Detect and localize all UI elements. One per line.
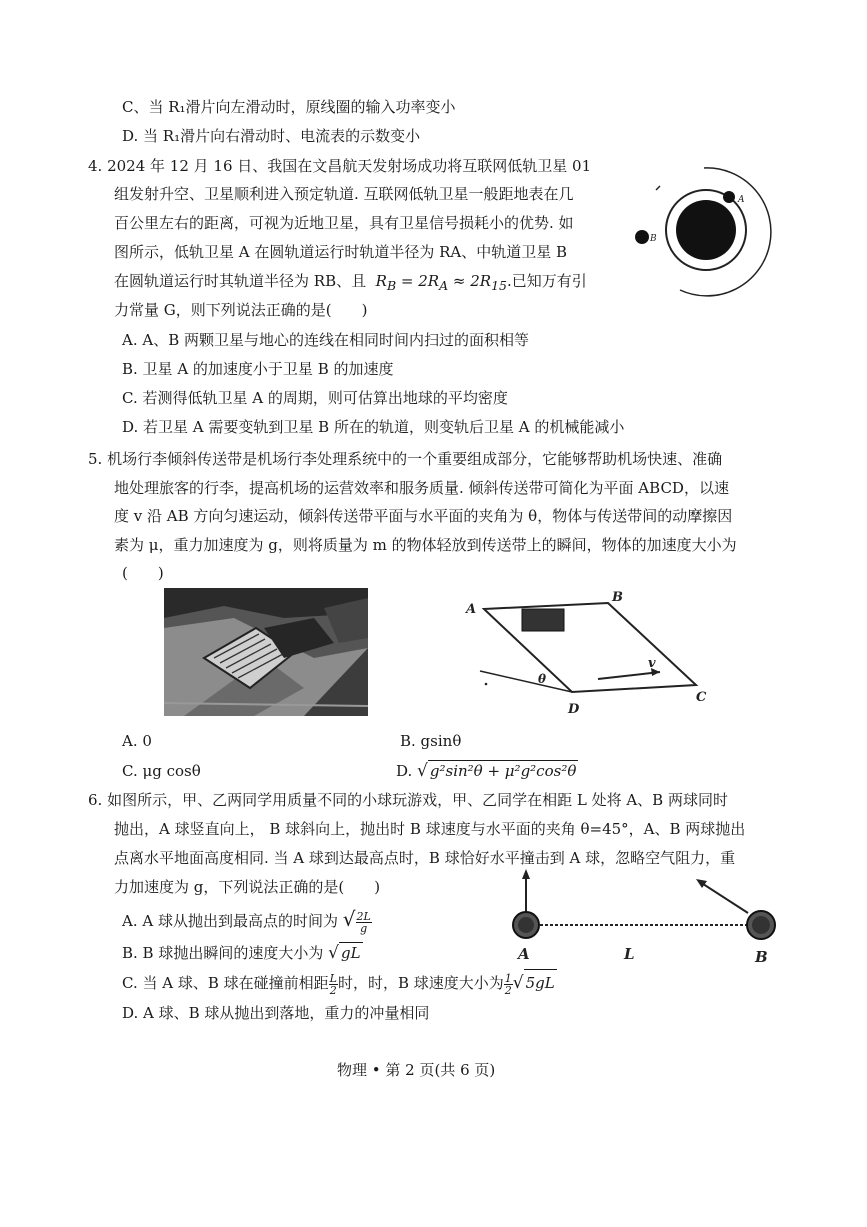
q6-option-a-fraction: $\frac{2L}{g}$ <box>356 909 371 935</box>
ball-b-velocity-arrow <box>700 882 748 913</box>
conveyor-belt-photo <box>164 588 368 716</box>
q4-stem-line-6: 力常量 G，则下列说法正确的是( ) <box>114 301 368 319</box>
earth <box>676 200 736 260</box>
vertex-a-label: A <box>466 602 477 617</box>
q6-option-c: C. 当 A 球、B 球在碰撞前相距 $\frac{L}{2}$ 时，时，B 球速度大小为 $\frac{1}{2}$ √ 5gL <box>122 969 557 996</box>
outer-orbit-tick <box>656 186 660 190</box>
q3-option-c: C、当 R₁滑片向左滑动时，原线圈的输入功率变小 <box>122 98 456 116</box>
q6-option-c-expression: 5gL <box>524 969 557 996</box>
q4-stem-line-5: 在圆轨道运行时其轨道半径为 RB、且 $R_B = 2R_A \approx 2R_{15}$.已知万有引 <box>114 272 587 293</box>
satellite-b-label: B <box>650 234 657 244</box>
q5-option-a: A. 0 <box>122 732 152 750</box>
q5-stem-line-3: 度 v 沿 AB 方向匀速运动，倾斜传送带平面与水平面的夹角为 θ，物体与传送带间的动摩擦因 <box>114 507 733 525</box>
vertex-b-label: B <box>612 590 623 605</box>
ball-throw-figure <box>500 865 790 975</box>
vertex-c-label: C <box>696 690 707 705</box>
ball-b-label: B <box>755 948 768 966</box>
satellite-a-label: A <box>738 195 745 205</box>
q4-option-b: B. 卫星 A 的加速度小于卫星 B 的加速度 <box>122 360 394 378</box>
q3-option-d: D. 当 R₁滑片向右滑动时、电流表的示数变小 <box>122 127 421 145</box>
angle-label: θ <box>538 672 547 686</box>
q5-option-d-expression: g²sin²θ + μ²g²cos²θ <box>429 762 577 780</box>
q6-option-b: B. B 球抛出瞬间的速度大小为 √ gL <box>122 943 361 963</box>
horizontal-line <box>480 671 572 692</box>
q5-stem-line-5: ( ) <box>122 564 164 582</box>
q5-option-d: D. √ g²sin²θ + μ²g²cos²θ <box>396 761 577 781</box>
q5-stem-line-2: 地处理旅客的行李，提高机场的运营效率和服务质量. 倾斜传送带可简化为平面 ABCD，以速 <box>114 479 729 497</box>
object-box <box>522 609 564 631</box>
q6-option-a: A. A 球从抛出到最高点的时间为 √ $\frac{2L}{g}$ <box>122 907 371 935</box>
distance-label: L <box>624 945 635 963</box>
q5-option-b: B. gsinθ <box>400 732 462 750</box>
q4-stem-line-3: 百公里左右的距离，可视为近地卫星，具有卫星信号损耗小的优势. 如 <box>114 214 574 232</box>
q4-stem-line-1: 4. 2024 年 12 月 16 日、我国在文昌航天发射场成功将互联网低轨卫星 01 <box>88 157 592 175</box>
q6-stem-line-1: 6. 如图所示，甲、乙两同学用质量不同的小球玩游戏，甲、乙同学在相距 L 处将 A、B 两球同时 <box>88 791 728 809</box>
q6-stem-line-2: 抛出，A 球竖直向上， B 球斜向上，抛出时 B 球速度与水平面的夹角 θ=45°，A、B 两球抛出 <box>114 820 746 838</box>
q6-option-b-expression: gL <box>340 944 361 962</box>
velocity-label: v <box>648 656 656 671</box>
page-footer: 物理 • 第 2 页(共 6 页) <box>337 1061 496 1079</box>
q5-stem-line-1: 5. 机场行李倾斜传送带是机场行李处理系统中的一个重要组成部分，它能够帮助机场快速、准确 <box>88 450 723 468</box>
q4-option-d: D. 若卫星 A 需要变轨到卫星 B 所在的轨道，则变轨后卫星 A 的机械能减小 <box>122 418 625 436</box>
q4-orbit-figure <box>628 160 778 300</box>
satellite-a <box>723 191 735 203</box>
q4-stem-line-2: 组发射升空、卫星顺利进入预定轨道. 互联网低轨卫星一般距地表在几 <box>114 185 574 203</box>
q6-stem-line-4: 力加速度为 g，下列说法正确的是( ) <box>114 878 381 896</box>
q4-option-a: A. A、B 两颗卫星与地心的连线在相同时间内扫过的面积相等 <box>122 331 529 349</box>
satellite-b <box>635 230 649 244</box>
ball-a-label: A <box>518 945 530 963</box>
velocity-arrow <box>598 672 660 679</box>
q4-option-c: C. 若测得低轨卫星 A 的周期，则可估算出地球的平均密度 <box>122 389 508 407</box>
vertex-d-label: D <box>568 702 580 717</box>
q5-option-c: C. μg cosθ <box>122 762 201 780</box>
q6-option-d: D. A 球、B 球从抛出到落地，重力的冲量相同 <box>122 1004 430 1022</box>
q4-stem-line-4: 图所示，低轨卫星 A 在圆轨道运行时轨道半径为 RA、中轨道卫星 B <box>114 243 568 261</box>
conveyor-diagram <box>460 585 720 720</box>
q6-stem-line-3: 点离水平地面高度相同. 当 A 球到达最高点时，B 球恰好水平撞击到 A 球，忽略空气阻力，重 <box>114 849 736 867</box>
q4-radius-relation: $R_B = 2R_A \approx 2R_{15}$ <box>375 272 507 293</box>
q5-stem-line-4: 素为 μ，重力加速度为 g，则将质量为 m 的物体轻放到传送带上的瞬间，物体的加速度大小为 <box>114 536 737 554</box>
